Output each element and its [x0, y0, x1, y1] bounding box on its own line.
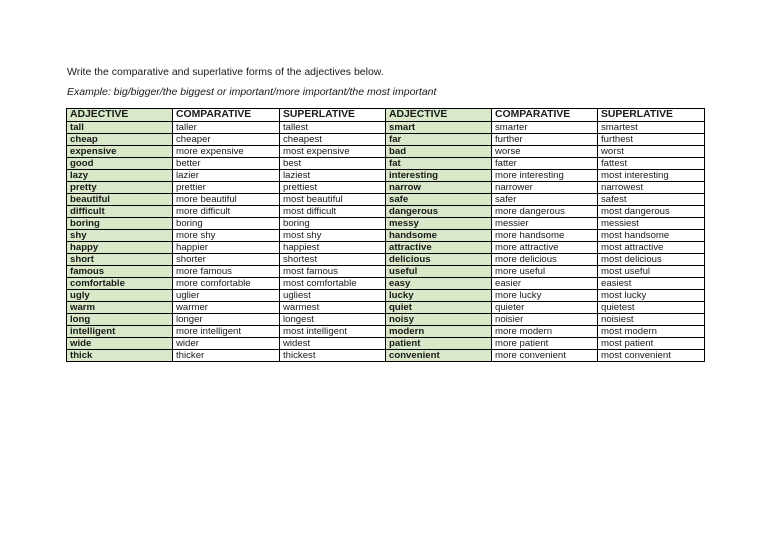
- header-adjective-1: ADJECTIVE: [67, 109, 173, 122]
- table-row: [67, 218, 705, 230]
- superlative-cell: most comfortable: [280, 278, 386, 290]
- comparative-cell: narrower: [492, 182, 598, 194]
- comparative-cell: fatter: [492, 158, 598, 170]
- superlative-cell: most difficult: [280, 206, 386, 218]
- comparative-cell: more interesting: [492, 170, 598, 182]
- adjective-cell: ugly: [67, 290, 173, 302]
- table-row: [67, 134, 705, 146]
- comparative-cell: happier: [173, 242, 280, 254]
- superlative-cell: most convenient: [598, 350, 705, 362]
- table-row: [67, 338, 705, 350]
- adjective-cell: quiet: [386, 302, 492, 314]
- comparative-cell: more modern: [492, 326, 598, 338]
- comparative-cell: thicker: [173, 350, 280, 362]
- superlative-cell: widest: [280, 338, 386, 350]
- comparative-cell: warmer: [173, 302, 280, 314]
- comparative-cell: quieter: [492, 302, 598, 314]
- comparative-cell: better: [173, 158, 280, 170]
- comparative-cell: more useful: [492, 266, 598, 278]
- comparative-cell: more beautiful: [173, 194, 280, 206]
- comparative-cell: longer: [173, 314, 280, 326]
- superlative-cell: warmest: [280, 302, 386, 314]
- table-row: [67, 266, 705, 278]
- adjective-cell: far: [386, 134, 492, 146]
- adjective-cell: lucky: [386, 290, 492, 302]
- header-comparative-2: COMPARATIVE: [492, 109, 598, 122]
- comparative-cell: more delicious: [492, 254, 598, 266]
- superlative-cell: smartest: [598, 122, 705, 134]
- superlative-cell: safest: [598, 194, 705, 206]
- adjective-cell: thick: [67, 350, 173, 362]
- adjective-cell: dangerous: [386, 206, 492, 218]
- superlative-cell: fattest: [598, 158, 705, 170]
- superlative-cell: prettiest: [280, 182, 386, 194]
- comparative-cell: wider: [173, 338, 280, 350]
- adjective-cell: intelligent: [67, 326, 173, 338]
- comparative-cell: more intelligent: [173, 326, 280, 338]
- comparative-cell: more difficult: [173, 206, 280, 218]
- comparative-cell: worse: [492, 146, 598, 158]
- table-row: [67, 302, 705, 314]
- instruction-text: Write the comparative and superlative forms of the adjectives below.: [67, 66, 384, 78]
- adjective-cell: difficult: [67, 206, 173, 218]
- header-comparative-1: COMPARATIVE: [173, 109, 280, 122]
- comparative-cell: more shy: [173, 230, 280, 242]
- table-row: [67, 314, 705, 326]
- superlative-cell: narrowest: [598, 182, 705, 194]
- adjective-cell: easy: [386, 278, 492, 290]
- adjective-cell: comfortable: [67, 278, 173, 290]
- comparative-cell: more attractive: [492, 242, 598, 254]
- superlative-cell: most interesting: [598, 170, 705, 182]
- adjective-cell: attractive: [386, 242, 492, 254]
- comparative-cell: smarter: [492, 122, 598, 134]
- comparative-cell: more expensive: [173, 146, 280, 158]
- adjective-cell: good: [67, 158, 173, 170]
- comparative-cell: taller: [173, 122, 280, 134]
- adjective-cell: safe: [386, 194, 492, 206]
- superlative-cell: happiest: [280, 242, 386, 254]
- comparative-cell: cheaper: [173, 134, 280, 146]
- adjective-cell: tall: [67, 122, 173, 134]
- superlative-cell: easiest: [598, 278, 705, 290]
- table-row: [67, 170, 705, 182]
- comparative-cell: lazier: [173, 170, 280, 182]
- superlative-cell: boring: [280, 218, 386, 230]
- comparative-cell: uglier: [173, 290, 280, 302]
- adjective-cell: cheap: [67, 134, 173, 146]
- comparative-cell: more famous: [173, 266, 280, 278]
- comparative-cell: further: [492, 134, 598, 146]
- superlative-cell: longest: [280, 314, 386, 326]
- superlative-cell: most lucky: [598, 290, 705, 302]
- adjective-cell: useful: [386, 266, 492, 278]
- adjective-cell: happy: [67, 242, 173, 254]
- superlative-cell: quietest: [598, 302, 705, 314]
- superlative-cell: most handsome: [598, 230, 705, 242]
- superlative-cell: shortest: [280, 254, 386, 266]
- superlative-cell: tallest: [280, 122, 386, 134]
- superlative-cell: most patient: [598, 338, 705, 350]
- superlative-cell: worst: [598, 146, 705, 158]
- superlative-cell: most modern: [598, 326, 705, 338]
- comparative-cell: more patient: [492, 338, 598, 350]
- adjective-cell: bad: [386, 146, 492, 158]
- header-superlative-1: SUPERLATIVE: [280, 109, 386, 122]
- superlative-cell: most famous: [280, 266, 386, 278]
- table-row: [67, 326, 705, 338]
- superlative-cell: most dangerous: [598, 206, 705, 218]
- adjective-cell: warm: [67, 302, 173, 314]
- table-row: [67, 146, 705, 158]
- comparative-cell: messier: [492, 218, 598, 230]
- adjective-cell: patient: [386, 338, 492, 350]
- adjective-cell: long: [67, 314, 173, 326]
- comparative-cell: shorter: [173, 254, 280, 266]
- adjective-cell: lazy: [67, 170, 173, 182]
- comparative-cell: more comfortable: [173, 278, 280, 290]
- adjective-cell: pretty: [67, 182, 173, 194]
- superlative-cell: most beautiful: [280, 194, 386, 206]
- comparative-cell: easier: [492, 278, 598, 290]
- table-row: [67, 122, 705, 134]
- superlative-cell: best: [280, 158, 386, 170]
- superlative-cell: thickest: [280, 350, 386, 362]
- adjective-cell: beautiful: [67, 194, 173, 206]
- table-row: [67, 158, 705, 170]
- header-row: [67, 109, 705, 122]
- adjective-cell: short: [67, 254, 173, 266]
- adjective-cell: interesting: [386, 170, 492, 182]
- superlative-cell: furthest: [598, 134, 705, 146]
- adjective-cell: noisy: [386, 314, 492, 326]
- adjective-cell: convenient: [386, 350, 492, 362]
- adjective-cell: delicious: [386, 254, 492, 266]
- superlative-cell: laziest: [280, 170, 386, 182]
- table-row: [67, 254, 705, 266]
- adjective-cell: smart: [386, 122, 492, 134]
- adjective-forms-table: [66, 108, 705, 362]
- adjective-cell: wide: [67, 338, 173, 350]
- adjective-cell: fat: [386, 158, 492, 170]
- superlative-cell: cheapest: [280, 134, 386, 146]
- adjective-cell: shy: [67, 230, 173, 242]
- adjective-cell: modern: [386, 326, 492, 338]
- superlative-cell: most intelligent: [280, 326, 386, 338]
- comparative-cell: prettier: [173, 182, 280, 194]
- superlative-cell: most attractive: [598, 242, 705, 254]
- comparative-cell: more handsome: [492, 230, 598, 242]
- superlative-cell: most delicious: [598, 254, 705, 266]
- superlative-cell: messiest: [598, 218, 705, 230]
- superlative-cell: ugliest: [280, 290, 386, 302]
- superlative-cell: most shy: [280, 230, 386, 242]
- comparative-cell: boring: [173, 218, 280, 230]
- table-row: [67, 194, 705, 206]
- comparative-cell: safer: [492, 194, 598, 206]
- example-text: Example: big/bigger/the biggest or important/more important/the most important: [67, 86, 437, 98]
- comparative-cell: noisier: [492, 314, 598, 326]
- superlative-cell: most expensive: [280, 146, 386, 158]
- table-row: [67, 242, 705, 254]
- adjective-cell: boring: [67, 218, 173, 230]
- comparative-cell: more convenient: [492, 350, 598, 362]
- table-header: [67, 109, 705, 122]
- adjective-cell: messy: [386, 218, 492, 230]
- table-row: [67, 350, 705, 362]
- comparative-cell: more lucky: [492, 290, 598, 302]
- header-adjective-2: ADJECTIVE: [386, 109, 492, 122]
- table-row: [67, 290, 705, 302]
- table-row: [67, 278, 705, 290]
- adjective-cell: handsome: [386, 230, 492, 242]
- superlative-cell: most useful: [598, 266, 705, 278]
- table-row: [67, 230, 705, 242]
- superlative-cell: noisiest: [598, 314, 705, 326]
- adjective-cell: famous: [67, 266, 173, 278]
- table-row: [67, 206, 705, 218]
- comparative-cell: more dangerous: [492, 206, 598, 218]
- table-row: [67, 182, 705, 194]
- table-body: [67, 122, 705, 362]
- adjective-cell: expensive: [67, 146, 173, 158]
- header-superlative-2: SUPERLATIVE: [598, 109, 705, 122]
- adjective-cell: narrow: [386, 182, 492, 194]
